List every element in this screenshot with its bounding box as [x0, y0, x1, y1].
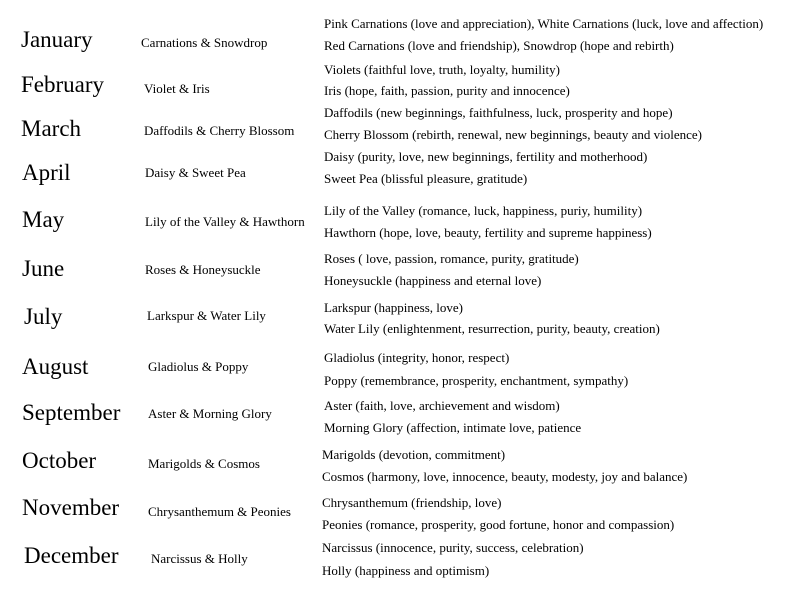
month-name: April: [22, 160, 71, 185]
flower-meaning: Cosmos (harmony, love, innocence, beauty, modesty, joy and balance): [322, 469, 688, 484]
flower-meaning: Cherry Blossom (rebirth, renewal, new beginnings, beauty and violence): [324, 127, 702, 142]
birth-flowers: Gladiolus & Poppy: [148, 359, 249, 374]
flower-meaning: Morning Glory (affection, intimate love, patience: [324, 420, 582, 435]
flower-meaning: Larkspur (happiness, love): [324, 300, 463, 315]
flower-meaning: Daffodils (new beginnings, faithfulness, luck, prosperity and hope): [324, 105, 673, 120]
flower-meaning: Pink Carnations (love and appreciation), White Carnations (luck, love and affection): [324, 16, 764, 31]
flower-meaning: Marigolds (devotion, commitment): [322, 447, 506, 462]
birth-flowers: Narcissus & Holly: [151, 551, 248, 566]
birth-flowers: Aster & Morning Glory: [148, 406, 272, 421]
month-name: November: [22, 495, 120, 520]
flower-meaning: Hawthorn (hope, love, beauty, fertility and supreme happiness): [324, 225, 652, 240]
birth-flowers: Chrysanthemum & Peonies: [148, 504, 291, 519]
flower-meaning: Violets (faithful love, truth, loyalty, humility): [324, 62, 560, 77]
birth-flowers: Daffodils & Cherry Blossom: [144, 123, 295, 138]
month-name: February: [21, 72, 105, 97]
flower-meaning: Aster (faith, love, archievement and wisdom): [324, 398, 560, 413]
month-name: August: [22, 354, 89, 379]
month-name: July: [24, 304, 63, 329]
flower-meaning: Sweet Pea (blissful pleasure, gratitude): [324, 171, 528, 186]
month-name: June: [22, 256, 65, 281]
flower-meaning: Red Carnations (love and friendship), Snowdrop (hope and rebirth): [324, 38, 674, 53]
flower-meaning: Water Lily (enlightenment, resurrection, purity, beauty, creation): [324, 321, 660, 336]
flower-meaning: Narcissus (innocence, purity, success, celebration): [322, 540, 584, 555]
month-name: May: [22, 207, 65, 232]
birth-flowers: Marigolds & Cosmos: [148, 456, 260, 471]
flower-meaning: Daisy (purity, love, new beginnings, fertility and motherhood): [324, 149, 648, 164]
birth-flowers: Carnations & Snowdrop: [141, 35, 268, 50]
flower-meaning: Poppy (remembrance, prosperity, enchantment, sympathy): [324, 373, 629, 388]
month-name: September: [22, 400, 121, 425]
month-name: March: [21, 116, 82, 141]
birth-flowers: Larkspur & Water Lily: [147, 308, 266, 323]
birth-flowers: Daisy & Sweet Pea: [145, 165, 246, 180]
month-name: January: [21, 27, 93, 52]
flower-meaning: Roses ( love, passion, romance, purity, gratitude): [324, 251, 579, 266]
birth-flowers: Roses & Honeysuckle: [145, 262, 261, 277]
flower-meaning: Peonies (romance, prosperity, good fortune, honor and compassion): [322, 517, 675, 532]
flower-meaning: Iris (hope, faith, passion, purity and innocence): [324, 83, 570, 98]
birth-flowers: Violet & Iris: [144, 81, 210, 96]
flower-meaning: Chrysanthemum (friendship, love): [322, 495, 502, 510]
birth-flowers: Lily of the Valley & Hawthorn: [145, 214, 305, 229]
month-name: December: [24, 543, 119, 568]
flower-meaning: Honeysuckle (happiness and eternal love): [324, 273, 542, 288]
flower-meaning: Holly (happiness and optimism): [322, 563, 490, 578]
month-name: October: [22, 448, 97, 473]
flower-meaning: Gladiolus (integrity, honor, respect): [324, 350, 510, 365]
flower-meaning: Lily of the Valley (romance, luck, happiness, puriy, humility): [324, 203, 643, 218]
